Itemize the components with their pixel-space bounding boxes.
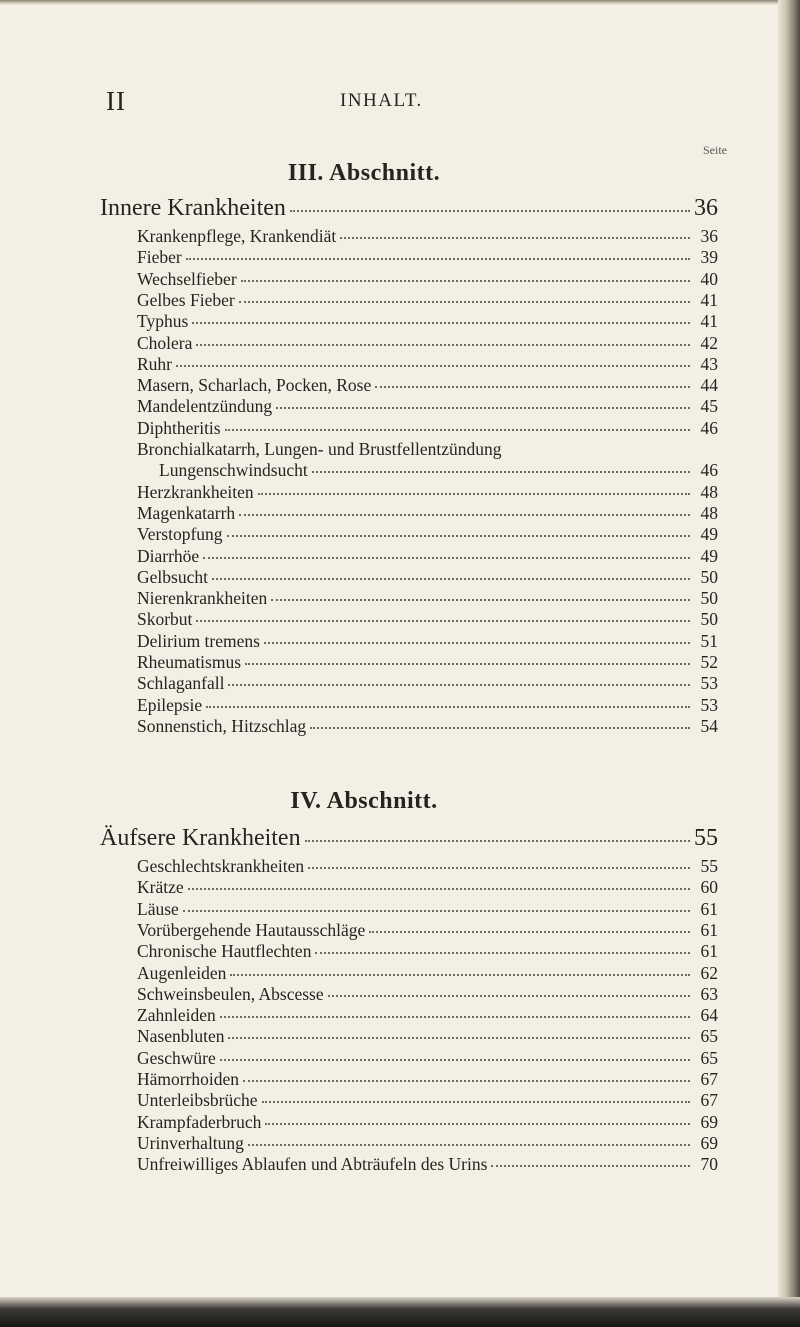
dot-leader [192,322,690,324]
toc-page-number: 69 [700,1132,718,1153]
toc-page-number: 53 [700,694,718,715]
toc-entry [137,1154,718,1178]
toc-page-number: 51 [700,630,718,651]
toc-entry-title: Diphtheritis [137,417,221,438]
toc-entry-title: Hämorrhoiden [137,1069,240,1089]
dot-leader [196,344,690,346]
dot-leader [375,386,690,388]
dot-leader [183,910,690,912]
section-heading: III. Abschnitt. [287,160,441,186]
toc-page-number: 70 [700,1154,718,1175]
toc-chapter-line [100,825,718,855]
toc-page-number: 63 [700,983,718,1004]
dot-leader [276,407,690,409]
dot-leader [308,867,690,869]
toc-entry-title: Epilepsie [137,694,203,715]
toc-page-number: 50 [700,566,718,587]
toc-entry-title: Unterleibsbrüche [137,1090,258,1111]
dot-leader [315,952,690,954]
dot-leader [271,599,690,601]
toc-entry-title: Zahnleiden [137,1005,216,1026]
toc-page-number: 48 [700,481,718,502]
toc-entry-title: Skorbut [137,609,193,630]
toc-entry-title: Sonnenstich, Hitzschlag [137,715,307,736]
dot-leader [186,258,690,260]
toc-page-number: 62 [700,962,718,983]
dot-leader [176,365,690,367]
dot-leader [328,995,690,997]
toc-entry-title: Ruhr [137,353,172,374]
dot-leader [290,210,690,212]
toc-page-number: 60 [700,877,718,898]
dot-leader [230,974,690,976]
dot-leader [264,642,690,644]
dot-leader [220,1016,690,1018]
dot-leader [220,1059,690,1061]
page-top-edge [0,0,800,5]
book-bottom-edge [0,1297,800,1327]
toc-page-number: 45 [700,396,718,417]
dot-leader [369,931,690,933]
dot-leader [196,620,690,622]
toc-entry-title: Gelbes Fieber [137,289,235,310]
toc-page-number: 42 [700,332,718,353]
toc-entry-title: Bronchialkatarrh, Lungen- und Brustfellentzündung [137,439,502,459]
toc-page-number: 50 [700,609,718,630]
toc-page-number: 43 [700,353,718,374]
toc-entry-title: Vorübergehende Hautausschläge [137,919,366,940]
toc-page-number: 44 [700,375,718,396]
toc-page-number: 46 [700,417,718,438]
toc-entry-title: Masern, Scharlach, Pocken, Rose [137,375,372,396]
dot-leader [312,471,690,473]
toc-page-number: 49 [700,524,718,545]
toc-entry-title: Innere Krankheiten [100,195,286,221]
toc-page-number: 61 [700,941,718,962]
toc-entry-title: Lungenschwindsucht [159,460,308,481]
dot-leader [258,493,690,495]
toc-page-number: 53 [700,673,718,694]
toc-page-number: 67 [700,1069,718,1089]
dot-leader [239,301,690,303]
running-title: INHALT. [340,90,423,111]
toc-page-number: 54 [700,715,718,736]
toc-entry-title: Verstopfung [137,524,223,545]
toc-entry [137,716,718,740]
dot-leader [225,429,690,431]
toc-entry-title: Schweinsbeulen, Abscesse [137,983,324,1004]
dot-leader [212,578,690,580]
dot-leader [310,727,690,729]
dot-leader [227,535,690,537]
dot-leader [248,1144,690,1146]
page-column-label: Seite [703,143,727,157]
dot-leader [241,280,690,282]
toc-entry-title: Rheumatismus [137,652,242,672]
toc-entry-title: Schlaganfall [137,673,225,694]
dot-leader [340,237,690,239]
toc-entry-title: Delirium tremens [137,630,260,651]
dot-leader [245,663,690,665]
toc-page-number: 64 [700,1005,718,1026]
toc-page-number: 36 [700,226,718,246]
dot-leader [206,706,690,708]
dot-leader [239,514,690,516]
toc-entry-title: Krankenpflege, Krankendiät [137,226,337,246]
toc-page-number: 46 [700,460,718,481]
toc-page-number: 69 [700,1111,718,1132]
toc-page-number: 55 [694,825,718,851]
dot-leader [243,1080,690,1082]
toc-entry-title: Mandelentzündung [137,396,273,417]
page-number: II [106,86,126,116]
toc-entry-title: Magenkatarrh [137,502,236,523]
toc-entry-title: Unfreiwilliges Ablaufen und Abträufeln des Urins [137,1154,488,1175]
toc-entry-title: Urinverhaltung [137,1132,244,1153]
toc-page-number: 36 [694,195,718,221]
dot-leader [262,1101,690,1103]
dot-leader [491,1165,690,1167]
toc-page-number: 48 [700,502,718,523]
toc-page-number: 39 [700,247,718,268]
dot-leader [228,1037,690,1039]
dot-leader [188,888,690,890]
toc-entry-title: Nierenkrankheiten [137,588,268,609]
section-heading: IV. Abschnitt. [290,788,438,814]
toc-page-number: 61 [700,898,718,919]
toc-entry-title: Chronische Hautflechten [137,941,312,962]
toc-page-number: 49 [700,545,718,566]
toc-entry-title: Cholera [137,332,193,353]
dot-leader [228,684,690,686]
dot-leader [305,840,690,842]
dot-leader [203,557,690,559]
book-page-edge [778,0,800,1327]
toc-chapter-line [100,195,718,225]
toc-entry-title: Fieber [137,247,182,268]
toc-entry-title: Herzkrankheiten [137,481,254,502]
toc-page-number: 40 [700,268,718,289]
toc-entry-title: Läuse [137,898,179,919]
toc-page-number: 61 [700,919,718,940]
toc-page-number: 65 [700,1026,718,1047]
toc-entry-title: Geschlechtskrankheiten [137,856,305,876]
dot-leader [265,1123,690,1125]
toc-entry-title: Geschwüre [137,1047,216,1068]
toc-page-number: 67 [700,1090,718,1111]
toc-page-number: 41 [700,311,718,332]
toc-entry-title: Augenleiden [137,962,227,983]
toc-page-number: 55 [700,856,718,876]
toc-entry-title: Diarrhöe [137,545,200,566]
toc-page-number: 52 [700,652,718,672]
toc-page-number: 50 [700,588,718,609]
toc-entry-title: Gelbsucht [137,566,208,587]
toc-page-number: 41 [700,289,718,310]
toc-entry-title: Krätze [137,877,184,898]
toc-entry-title: Wechselfieber [137,268,237,289]
toc-entry-title: Typhus [137,311,189,332]
running-header [0,86,800,126]
toc-page-number: 65 [700,1047,718,1068]
toc-entry-title: Krampfaderbruch [137,1111,262,1132]
toc-entry-title: Nasenbluten [137,1026,225,1047]
toc-entry-title: Äufsere Krankheiten [100,825,301,851]
